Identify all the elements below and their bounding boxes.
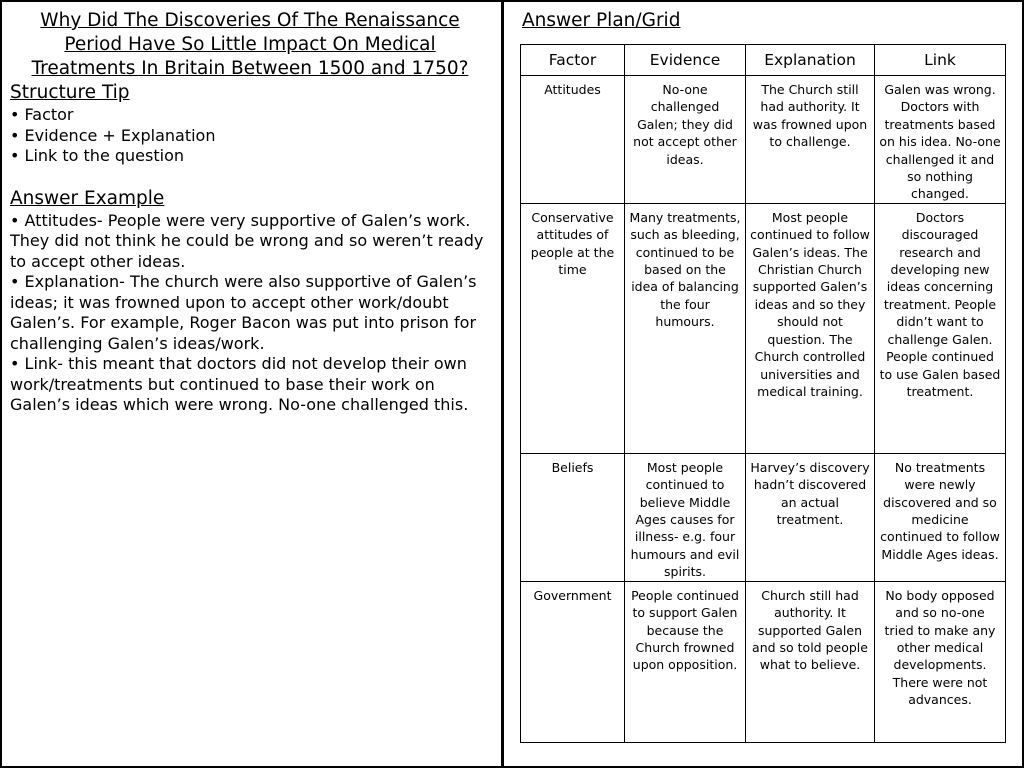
grid-header-row	[521, 45, 1006, 76]
answer-paragraph-explanation: • Explanation- The church were also supportive of Galen’s ideas; it was frowned upon to accept other work/doubt Galen’s. For example, Roger Bacon was put into prison for challenging Galen’s ideas/work.	[10, 272, 477, 353]
cell-evidence: No-one challenged Galen; they did not accept other ideas.	[625, 76, 746, 204]
cell-link: No treatments were newly discovered and so medicine continued to follow Middle Ages ideas.	[875, 453, 1006, 581]
question-title: Why Did The Discoveries Of The Renaissance Period Have So Little Impact On Medical Treatments In Britain Between 1500 and 1750?	[31, 10, 469, 79]
cell-explanation: Most people continued to follow Galen’s ideas. The Christian Church supported Galen’s ideas and so they should not question. The Church controlled universities and medical training.	[746, 203, 875, 453]
table-row	[521, 203, 1006, 453]
answer-example-heading: Answer Example	[10, 187, 165, 209]
cell-evidence: Many treatments, such as bleeding, continued to be based on the idea of balancing the four humours.	[625, 203, 746, 453]
structure-tip-list	[10, 105, 490, 167]
cell-link: No body opposed and so no-one tried to make any other medical developments. There were not advances.	[875, 581, 1006, 742]
structure-tip-item: • Link to the question	[10, 146, 184, 165]
header-evidence: Evidence	[625, 45, 746, 76]
structure-tip-item: • Factor	[10, 105, 74, 124]
header-factor: Factor	[521, 45, 625, 76]
cell-evidence: People continued to support Galen because the Church frowned upon opposition.	[625, 581, 746, 742]
answer-example-body	[10, 211, 490, 416]
cell-evidence: Most people continued to believe Middle Ages causes for illness- e.g. four humours and evil spirits.	[625, 453, 746, 581]
center-divider	[501, 0, 504, 768]
cell-factor: Conservative attitudes of people at the time	[521, 203, 625, 453]
header-explanation: Explanation	[746, 45, 875, 76]
answer-paragraph-attitudes: • Attitudes- People were very supportive of Galen’s work. They did not think he could be wrong and so weren’t ready to accept other ideas.	[10, 210, 484, 271]
structure-tip-item: • Evidence + Explanation	[10, 125, 216, 145]
cell-explanation: Church still had authority. It supported Galen and so told people what to believe.	[746, 581, 875, 742]
cell-factor: Attitudes	[521, 76, 625, 204]
cell-factor: Government	[521, 581, 625, 742]
cell-link: Galen was wrong. Doctors with treatments based on his idea. No-one challenged it and so nothing changed.	[875, 76, 1006, 204]
table-row	[521, 76, 1006, 204]
answer-plan-grid	[520, 44, 1006, 743]
cell-factor: Beliefs	[521, 453, 625, 581]
table-row	[521, 581, 1006, 742]
left-panel	[10, 9, 490, 416]
answer-paragraph-link: • Link- this meant that doctors did not develop their own work/treatments but continued to base their work on Galen’s ideas which were wrong. No-one challenged this.	[10, 354, 469, 414]
structure-tip-heading: Structure Tip	[10, 82, 130, 103]
answer-plan-title: Answer Plan/Grid	[522, 10, 681, 31]
cell-link: Doctors discouraged research and developing new ideas concerning treatment. People didn’t want to challenge Galen. People continued to use Galen based treatment.	[875, 203, 1006, 453]
cell-explanation: The Church still had authority. It was frowned upon to challenge.	[746, 76, 875, 204]
table-row	[521, 453, 1006, 581]
header-link: Link	[875, 45, 1006, 76]
cell-explanation: Harvey’s discovery hadn’t discovered an actual treatment.	[746, 453, 875, 581]
